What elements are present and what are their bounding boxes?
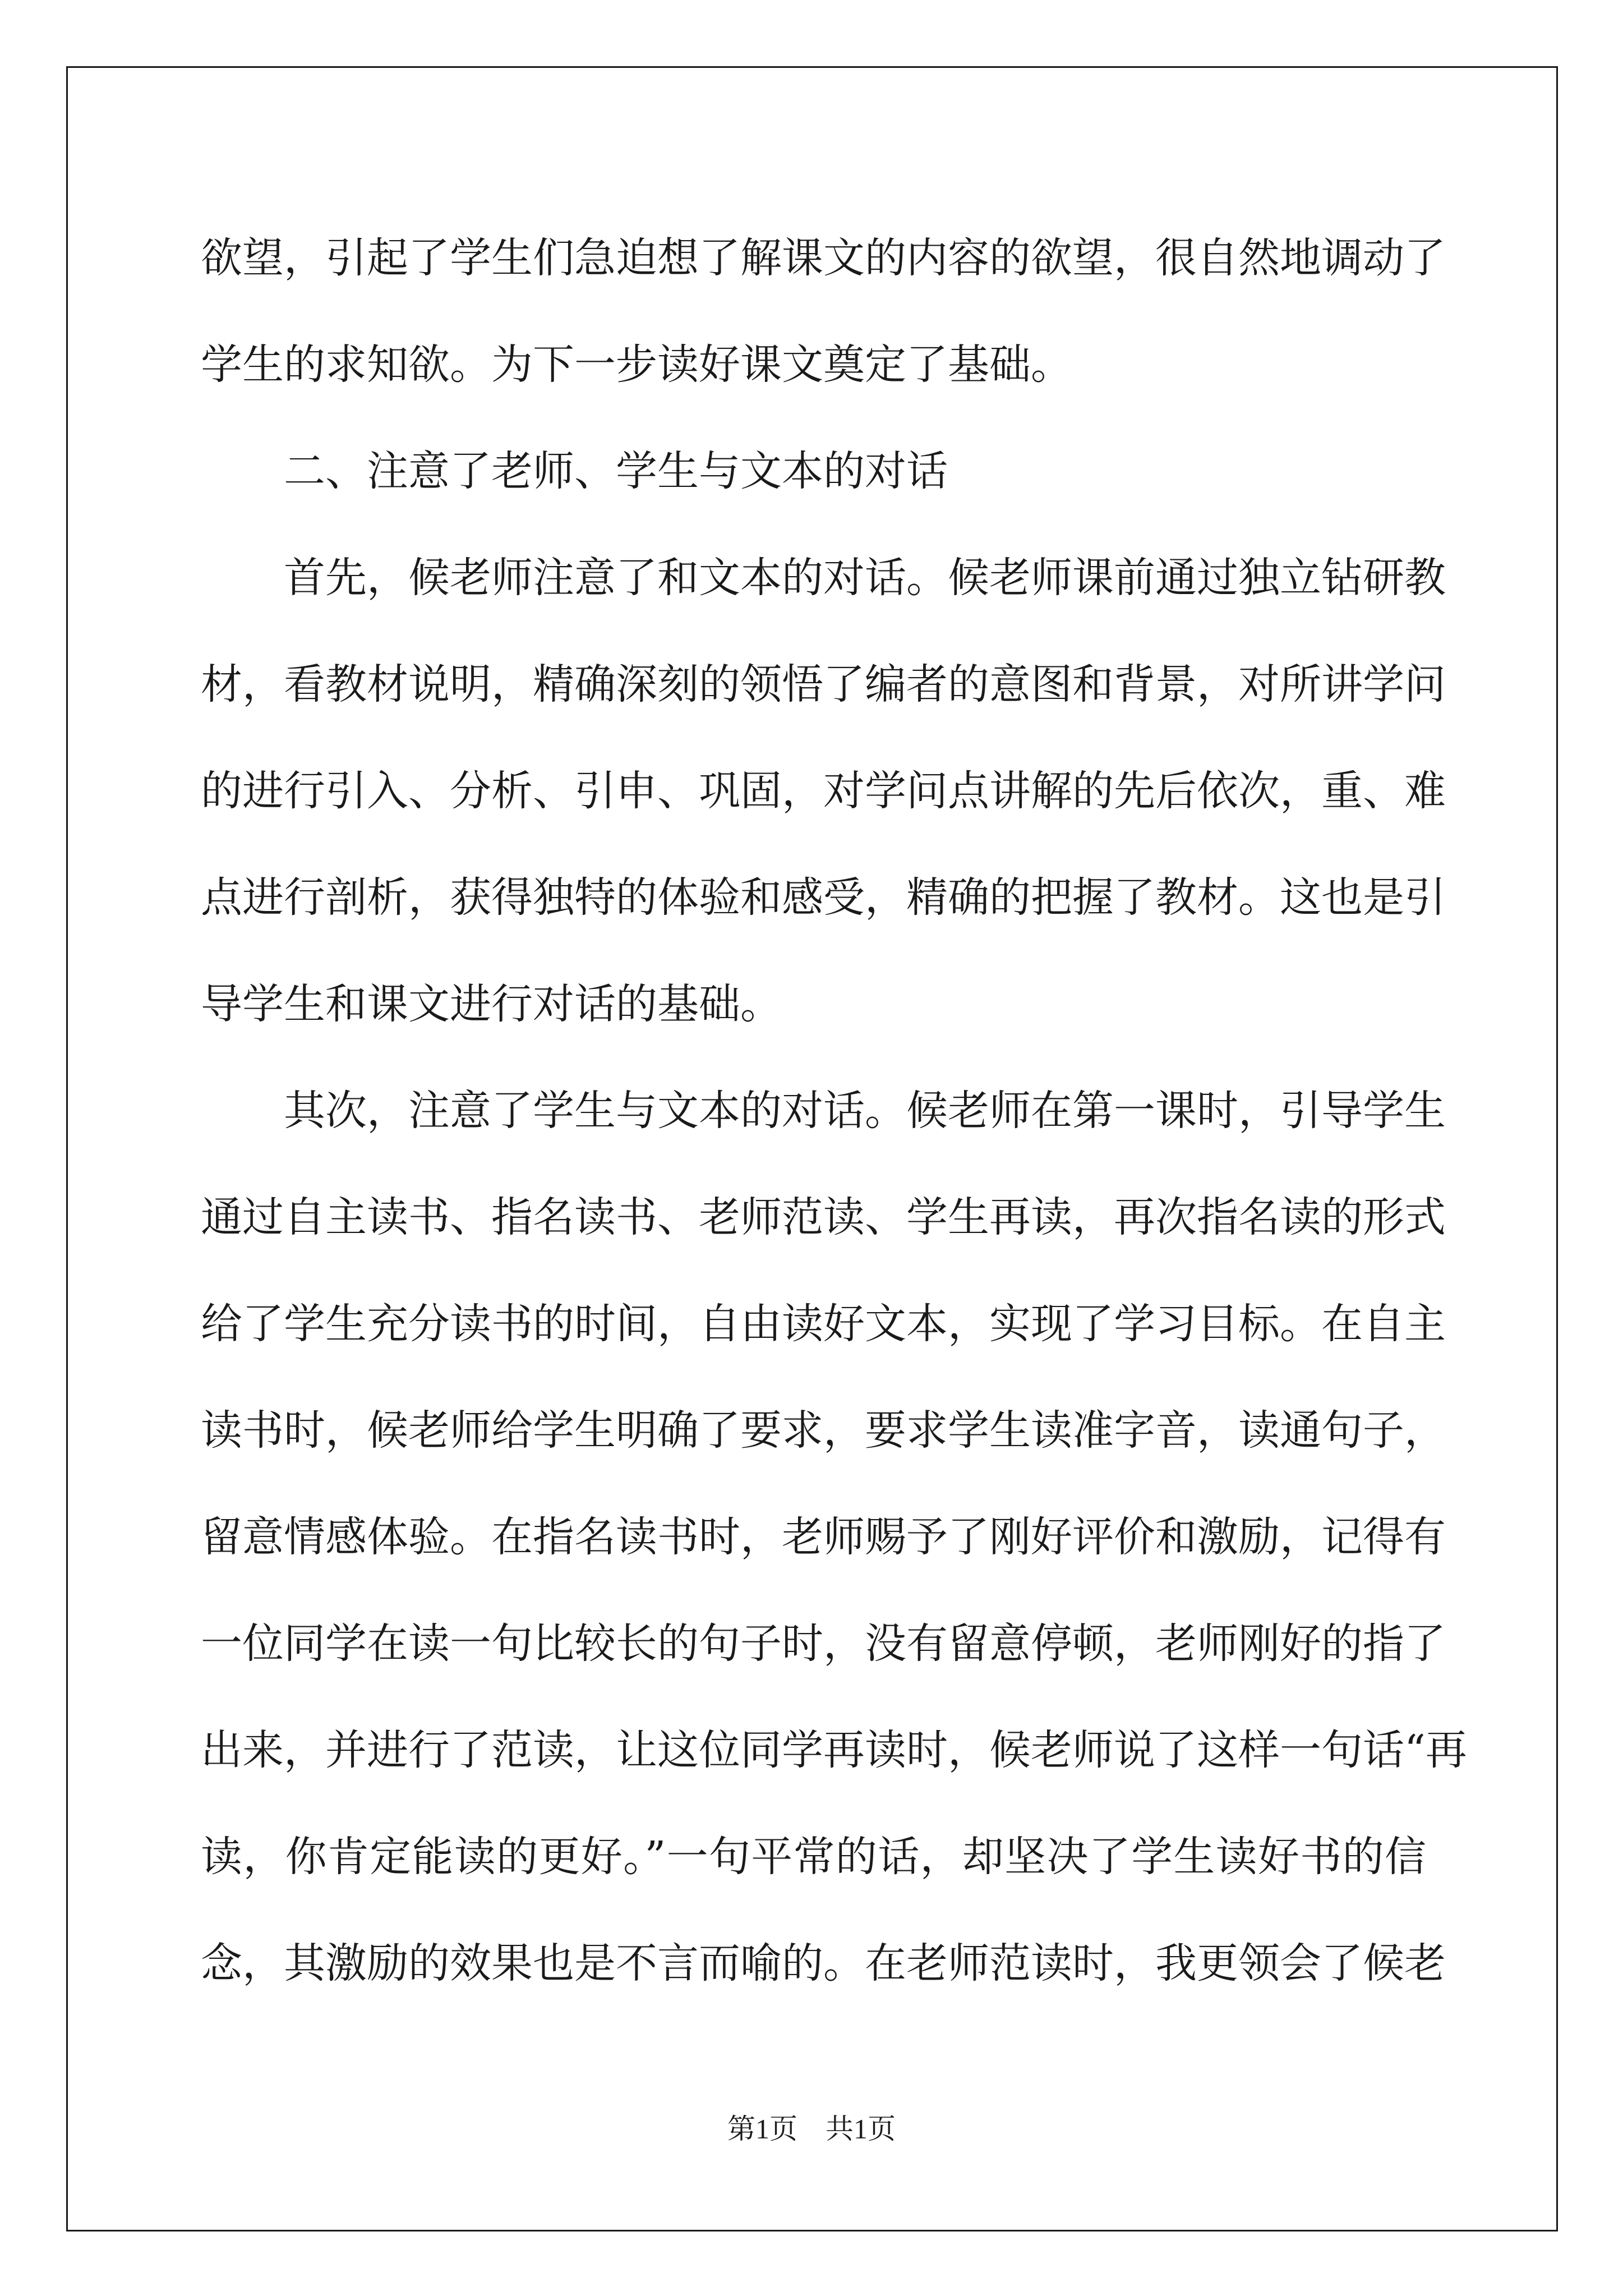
- paragraph-line: 读书时，候老师给学生明确了要求，要求学生读准字音，读通句子，: [201, 1406, 1446, 1455]
- section-heading: 二、注意了老师、学生与文本的对话: [284, 447, 948, 495]
- paragraph-line: 学生的求知欲。为下一步读好课文奠定了基础。: [201, 341, 1072, 389]
- paragraph-line: 首先，候老师注意了和文本的对话。候老师课前通过独立钻研教: [284, 554, 1446, 602]
- paragraph-line: 念，其激励的效果也是不言而喻的。在老师范读时，我更领会了候老: [201, 1939, 1446, 1987]
- paragraph-line: 的进行引入、分析、引申、巩固，对学问点讲解的先后依次，重、难: [201, 767, 1446, 815]
- paragraph-line: 通过自主读书、指名读书、老师范读、学生再读，再次指名读的形式: [201, 1193, 1446, 1241]
- paragraph-line: 出来，并进行了范读，让这位同学再读时，候老师说了这样一句话“再: [201, 1726, 1467, 1774]
- paragraph-line: 欲望，引起了学生们急迫想了解课文的内容的欲望，很自然地调动了: [201, 234, 1446, 282]
- paragraph-line: 留意情感体验。在指名读书时，老师赐予了刚好评价和激励，记得有: [201, 1513, 1446, 1561]
- page-number: 第1页: [727, 2113, 797, 2145]
- document-body: [201, 205, 1467, 2017]
- page-footer: [0, 2112, 1623, 2146]
- paragraph-line: 其次，注意了学生与文本的对话。候老师在第一课时，引导学生: [284, 1087, 1446, 1135]
- paragraph-line: 点进行剖析，获得独特的体验和感受，精确的把握了教材。这也是引: [201, 873, 1446, 922]
- paragraph-line: 给了学生充分读书的时间，自由读好文本，实现了学习目标。在自主: [201, 1300, 1446, 1348]
- paragraph-line: 材，看教材说明，精确深刻的领悟了编者的意图和背景，对所讲学问: [201, 660, 1446, 708]
- page-total: 共1页: [826, 2113, 896, 2145]
- paragraph-line: 一位同学在读一句比较长的句子时，没有留意停顿，老师刚好的指了: [201, 1619, 1446, 1668]
- paragraph-line: 读，你肯定能读的更好。”一句平常的话，却坚决了学生读好书的信: [201, 1833, 1426, 1881]
- paragraph-line: 导学生和课文进行对话的基础。: [201, 980, 782, 1028]
